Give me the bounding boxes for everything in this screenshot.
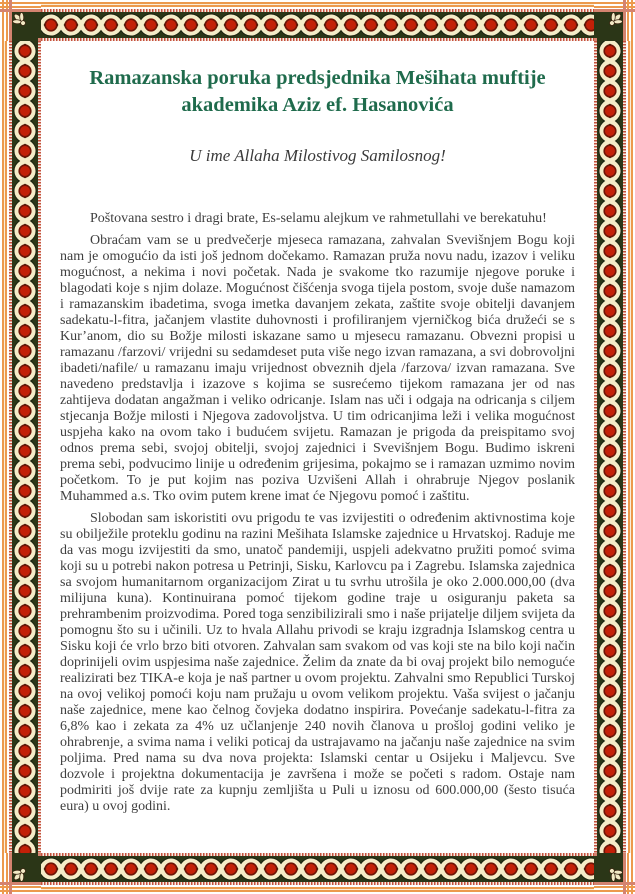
ornamental-border-left xyxy=(0,41,41,853)
corner-ornament-top-right xyxy=(594,0,635,41)
ornamental-border-right xyxy=(594,41,635,853)
guilloche-band-icon xyxy=(41,856,594,882)
page-title-line-1: Ramazanska poruka predsjednika Mešihata muftije xyxy=(89,67,546,89)
guilloche-band-icon xyxy=(41,12,594,38)
ornamental-border-bottom xyxy=(41,853,594,894)
ramadan-message-paragraph: Obraćam vam se u predvečerje mjeseca ramazana, zahvalan Svevišnjem Bogu koji nam je omogućio da isti još jednom dočekamo. Ramazan pruža novu nadu, izazov i veliku mogućnost, a nekima i novi početak. Nada je svakome tko razumije njegove poruke i blagodati koje s njim dolaze. Mogućnost čišćenja svoga tijela postom, svoje duše namazom i ramazanskim ibadetima, svoga imetka davanjem zekata, zaštite svoje obitelji davanjem sadekatu-l-fitra, jačanjem vlastite duhovnosti i profiliranjem vjerničkog bića družeći se s Kur’anom, dio su Božje milosti iskazane samo u mjesecu ramazanu. Obvezni propisi u ramazanu /farzovi/ vrijedni su sedamdeset puta više nego izvan ramazana, a svi dobrovoljni ibadeti/nafile/ u ramazanu imaju vrijednost obveznih djela /farzova/ izvan ramazana. Sve navedeno predstavlja i izazove s kojima se susrećemo tijekom ramazana jer od nas zahtijeva dodatan angažman i veliko odricanje. Islam nas uči i odgaja na odricanja s ciljem stjecanja Božje milosti i Njegova zadovoljstva. U tim odricanjima leži i velika mogućnost uspjeha kako na ovom tako i budućem svijetu. Ramazan je prigoda da preispitamo svoj odnos prema sebi, svojoj obitelji, svojoj zajednici i Svevišnjem Bogu. Budimo iskreni prema sebi, podvucimo linije u određenim grijesima, pokajmo se i ramazan uzmimo novim početkom. To je put kojim nas poziva Uzvišeni Allah i ohrabruje Njegov poslanik Muhammed a.s. Tko ovim putem krene imat će Njegovu pomoć i zaštitu. xyxy=(60,233,575,504)
corner-ornament-bottom-left xyxy=(0,853,41,894)
guilloche-band-icon xyxy=(597,41,623,853)
page-title-line-2: akademika Aziz ef. Hasanovića xyxy=(181,94,454,116)
corner-ornament-top-left xyxy=(0,0,41,41)
guilloche-band-icon xyxy=(12,41,38,853)
salutation-paragraph: Poštovana sestro i dragi brate, Es-selamu alejkum ve rahmetullahi ve berekatuhu! xyxy=(90,211,547,226)
ornamental-border-top xyxy=(41,0,594,41)
corner-ornament-bottom-right xyxy=(594,853,635,894)
page-title xyxy=(60,65,575,119)
community-report-paragraph: Slobodan sam iskoristiti ovu prigodu te vas izvijestiti o određenim aktivnostima koje su obilježile proteklu godinu na razini Mešihata Islamske zajednice u Hrvatskoj. Raduje me da vas mogu izvijestiti da smo, unatoč pandemiji, uspjeli adekvatno pružiti pomoć svima koji su u potrebi nakon potresa u Petrinji, Sisku, Karlovcu pa i Zagrebu. Islamska zajednica sa svojom humanitarnom organizacijom Zirat u tu svrhu utrošila je oko 2.000.000,00 (dva milijuna kuna). Kontinuirana pomoć tijekom godine traje u osiguranju paketa sa prehrambenim proizvodima. Pored toga senzibilizirali smo i naše prijatelje diljem svijeta da pomognu što su i učinili. Uz to hvala Allahu privodi se kraju izgradnja Islamskog centra u Sisku koji će vrlo brzo biti otvoren. Zahvalan sam svakom od vas koji ste na bilo koji način doprinijeli ovim uspjesima naše zajednice. Želim da znate da bi ovaj projekt bilo nemoguće realizirati bez TIKA-e koja je naš partner u ovom projektu. Zahvalni smo Republici Turskoj na ovoj velikoj pomoći koju nam pružaju u ovom velikom projektu. Vaša svijest o jačanju naše zajednice, mene kao čelnog čovjeka dodatno inspirira. Povećanje sadekatu-l-fitra za 6,8% kao i zekata za 4% uz učlanjenje 240 novih članova u prošloj godini veliko je ohrabrenje, a svima nama i veliki poticaj da ustrajavamo na jačanju naše zajednice na svim poljima. Pred nama su dva nova projekta: Islamski centar u Osijeku i Maljevcu. Sve dozvole i projektna dokumentacija je završena i može se početi s radom. Ostaje nam podmiriti još dvije rate za kupnju zemljišta u Puli u iznosu od 600.000,00 (šesto tisuća eura) u ovoj godini. xyxy=(60,511,575,814)
document-content xyxy=(41,41,594,853)
bismillah-subtitle: U ime Allaha Milostivog Samilosnog! xyxy=(189,146,446,165)
document-body xyxy=(60,211,575,815)
